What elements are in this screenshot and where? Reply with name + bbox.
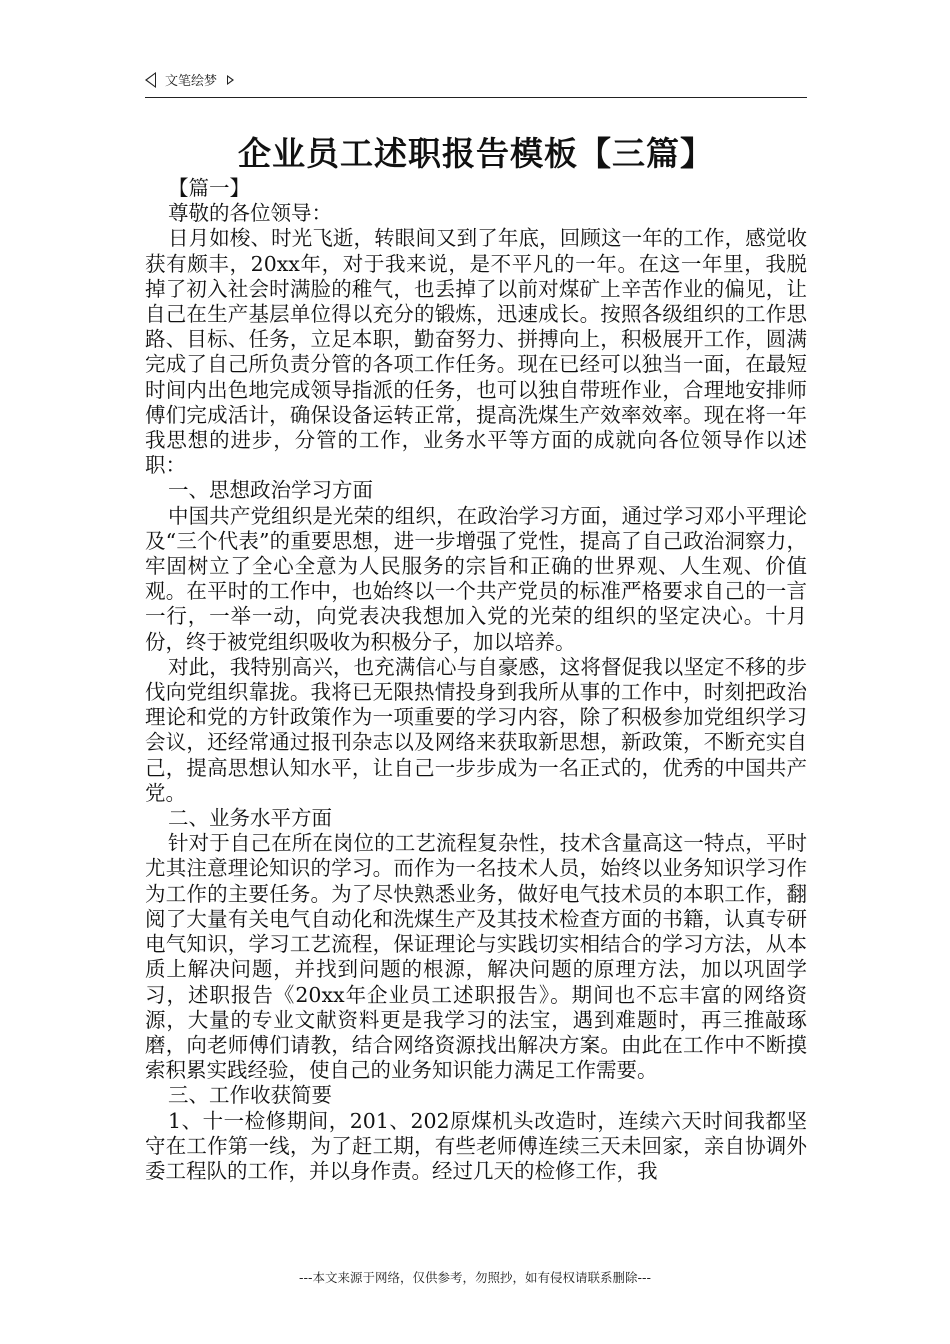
document-body — [145, 176, 807, 1184]
section-label: 【篇一】 — [168, 176, 250, 200]
section-heading: 二、业务水平方面 — [168, 806, 332, 831]
paragraph: 对此，我特别高兴，也充满信心与自豪感，这将督促我以坚定不移的步伐向党组织靠拢。我将已无限热情投身到我所从事的工作中，时刻把政治理论和党的方针政策作为一项重要的学习内容，除了积极参加党组织学习会议，还经常通过报刊杂志以及网络来获取新思想，新政策，不断充实自己，提高思想认知水平，让自己一步步成为一名正式的，优秀的中国共产党。 — [145, 654, 807, 805]
paragraph: 日月如梭、时光飞逝，转眼间又到了年底，回顾这一年的工作，感觉收获有颇丰，20xx年，对于我来说，是不平凡的一年。在这一年里，我脱掉了初入社会时满脸的稚气，也丢掉了以前对煤矿上辛苦作业的偏见，让自己在生产基层单位得以充分的锻炼，迅速成长。按照各级组织的工作思路、目标、任务，立足本职，勤奋努力、拼搏向上，积极展开工作，圆满完成了自己所负责分管的各项工作任务。现在已经可以独当一面，在最短时间内出色地完成领导指派的任务，也可以独自带班作业，合理地安排师傅们完成活计，确保设备运转正常，提高洗煤生产效率效率。现在将一年我思想的进步，分管的工作，业务水平等方面的成就向各位领导作以述职： — [145, 226, 807, 478]
paragraph: 中国共产党组织是光荣的组织，在政治学习方面，通过学习邓小平理论及“三个代表”的重要思想，进一步增强了党性，提高了自己政治洞察力，牢固树立了全心全意为人民服务的宗旨和正确的世界观、人生观、价值观。在平时的工作中，也始终以一个共产党员的标准严格要求自己的一言一行，一举一动，向党表决我想加入党的光荣的组织的坚定决心。十月份，终于被党组织吸收为积极分子，加以培养。 — [145, 503, 807, 654]
header-divider — [145, 97, 807, 98]
triangle-right-icon — [227, 75, 234, 85]
paragraph: 针对于自己在所在岗位的工艺流程复杂性，技术含量高这一特点，平时尤其注意理论知识的学习。而作为一名技术人员，始终以业务知识学习作为工作的主要任务。为了尽快熟悉业务，做好电气技术员的本职工作，翻阅了大量有关电气自动化和洗煤生产及其技术检查方面的书籍，认真专研电气知识，学习工艺流程，保证理论与实践切实相结合的学习方法，从本质上解决问题，并找到问题的根源，解决问题的原理方法，加以巩固学习，述职报告《20xx年企业员工述职报告》。期间也不忘丰富的网络资源，大量的专业文献资料更是我学习的法宝，遇到难题时，再三推敲琢磨，向老师傅们请教，结合网络资源找出解决方案。由此在工作中不断摸索积累实践经验，使自己的业务知识能力满足工作需要。 — [145, 831, 807, 1083]
header-brand: 文笔绘梦 — [165, 74, 218, 89]
triangle-left-icon — [145, 72, 156, 88]
paragraph: 1、十一检修期间，201、202原煤机头改造时，连续六天时间我都坚守在工作第一线，为了赶工期，有些老师傅连续三天未回家，亲自协调外委工程队的工作，并以身作责。经过几天的检修工作，我 — [145, 1108, 807, 1183]
page-footer: ---本文来源于网络，仅供参考，勿照抄，如有侵权请联系删除--- — [298, 1270, 652, 1285]
salutation: 尊敬的各位领导： — [168, 201, 332, 226]
section-heading: 三、工作收获简要 — [168, 1083, 332, 1108]
document-title: 企业员工述职报告模板【三篇】 — [238, 134, 714, 173]
section-heading: 一、思想政治学习方面 — [168, 478, 373, 503]
page-header — [145, 70, 807, 98]
